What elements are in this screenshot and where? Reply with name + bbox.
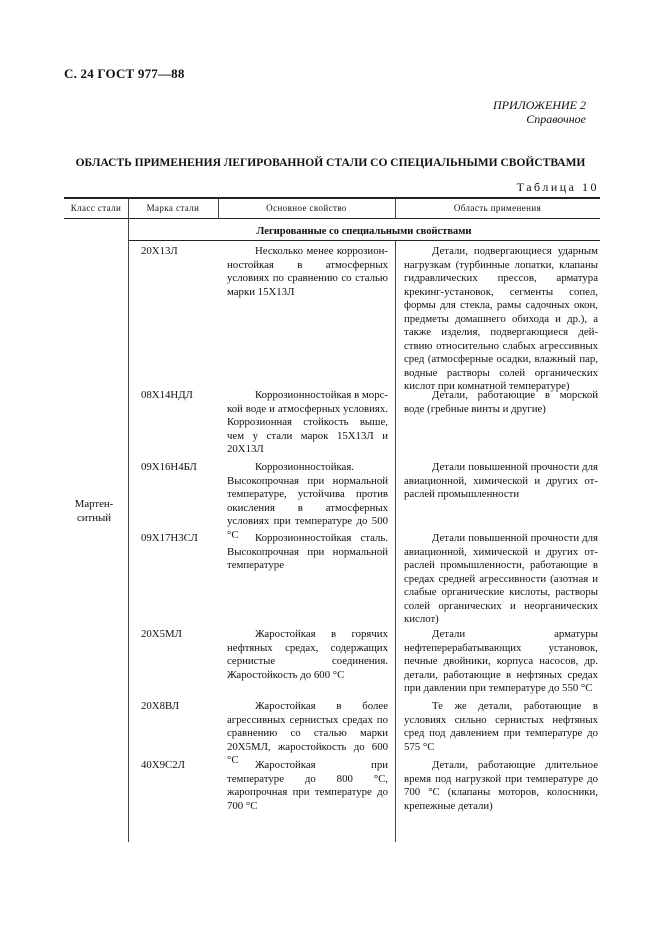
- application-cell: Детали повышенной прочности для авиационной, химической и других отраслей промышленности, работающие в средах средней агрессивности (азотная и слабые органические кислоты, растворы солей органических и неорганических кислот): [404, 532, 598, 625]
- steel-class-cell: [64, 497, 124, 525]
- application-cell: Детали, подвергающиеся ударным нагрузкам (турбинные лопатки, клапаны гидравлических прессов, арматура крекинг-установок, сегменты сопел, формы для стекла, рамы садочных окон, предметы домашнего обихода и др.), а также изделия, подвергающиеся действию относительно слабых агрессивных сред (атмосферные осадки, влажный пар, водные растворы солей органических кислот при комнатной температуре): [404, 245, 598, 392]
- steel-grade: 20Х5МЛ: [141, 628, 182, 640]
- steel-grade: 09Х17Н3СЛ: [141, 532, 198, 544]
- table-number: Таблица 10: [516, 180, 599, 194]
- property-cell: Коррозионностойкая сталь. Высокопрочная при нормальной температуре: [227, 532, 388, 571]
- application-cell: Детали повышенной прочности для авиационной, химической и других отраслей промышленности: [404, 461, 598, 500]
- steel-grade: 08Х14НДЛ: [141, 389, 193, 401]
- page-header: С. 24 ГОСТ 977—88: [64, 66, 185, 81]
- column-header: Область применения: [453, 203, 542, 213]
- table-top-rule: [64, 197, 600, 199]
- application-cell: Детали, работающие в морской воде (гребные винты и другие): [404, 389, 598, 415]
- application-cell: Те же детали, работающие в условиях сильно сернистых нефтяных сред под давлением при температуре до 575 °С: [404, 700, 598, 753]
- column-divider: [395, 241, 396, 842]
- property-cell: Жаростойкая при температуре до 800 °С, жаропрочная при температуре до 700 °С: [227, 759, 388, 812]
- steel-grade: 20Х13Л: [141, 245, 178, 257]
- property-cell: Коррозионностойкая в морской воде и атмосферных условиях. Коррозионная стойкость выше, чем у стали марок 15Х13Л и 20Х13Л: [227, 389, 388, 455]
- steel-class-line: ситный: [76, 512, 112, 524]
- column-divider: [128, 199, 129, 842]
- column-header: Класс стали: [70, 203, 122, 213]
- subheader-rule: [128, 240, 600, 241]
- application-cell: Детали, работающие длительное время под нагрузкой при температуре до 700 °С (клапаны моторов, колосники, крепежные детали): [404, 759, 598, 812]
- property-cell: Несколько менее коррозионностойкая в атмосферных условиях по сравнению со сталью марки 15Х13Л: [227, 245, 388, 298]
- appendix-sublabel: Справочное: [526, 112, 586, 126]
- column-header: Марка стали: [146, 203, 200, 213]
- application-cell: Детали арматуры нефтеперерабатывающих установок, печные двойники, корпуса насосов, др. детали, работающие в нефтяных средах при давлении при температуре до 550 °С: [404, 628, 598, 694]
- appendix-label: ПРИЛОЖЕНИЕ 2: [493, 98, 586, 112]
- appendix-block: [493, 98, 586, 126]
- steel-grade: 40Х9С2Л: [141, 759, 185, 771]
- steel-grade: 09Х16Н4БЛ: [141, 461, 197, 473]
- column-header: Основное свойство: [266, 203, 347, 213]
- property-cell: Жаростойкая в горячих нефтяных средах, содержащих сернистые соединения. Жаростойкость до 600 °С: [227, 628, 388, 681]
- property-cell: Жаростойкая в более агрессивных сернистых средах по сравнению со сталью марки 20Х5МЛ, жаростойкость до 600 °С: [227, 700, 388, 766]
- steel-grade: 20Х8ВЛ: [141, 700, 180, 712]
- table-subheader: Легированные со специальными свойствами: [256, 226, 472, 237]
- table-header-rule: [64, 218, 600, 219]
- property-cell: Коррозионностойкая. Высокопрочная при нормальной температуре, устойчива против окисления в атмосферных условиях при температуре до 500 °С: [227, 461, 388, 541]
- steel-class-line: Мартен-: [74, 498, 114, 510]
- document-title: ОБЛАСТЬ ПРИМЕНЕНИЯ ЛЕГИРОВАННОЙ СТАЛИ СО СПЕЦИАЛЬНЫМИ СВОЙСТВАМИ: [75, 157, 586, 169]
